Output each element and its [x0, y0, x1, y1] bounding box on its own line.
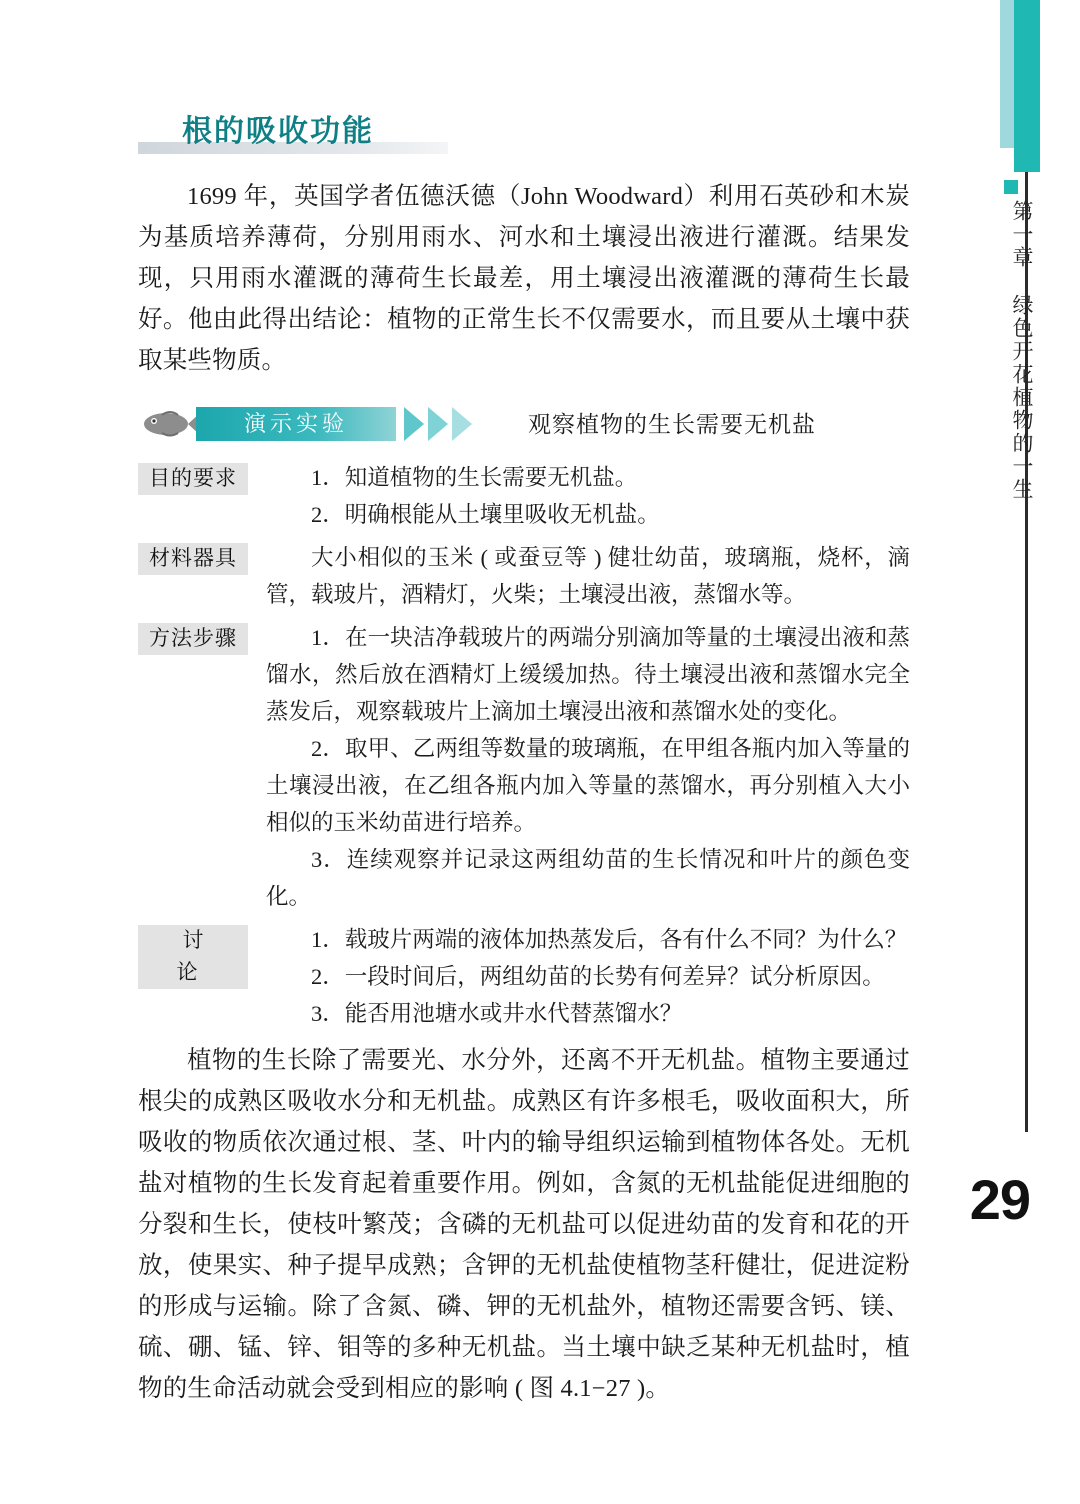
list-item: 3．连续观察并记录这两组幼苗的生长情况和叶片的颜色变化。 [266, 847, 910, 909]
section-heading [138, 112, 910, 168]
arrow-icons [404, 407, 472, 441]
margin-square-marker [1004, 180, 1018, 194]
section-body-steps [266, 619, 910, 915]
section-label-materials: 材料器具 [138, 543, 248, 575]
experiment-section [138, 539, 910, 613]
chapter-side-title: 第一章 绿色开花植物的一生 [1010, 200, 1033, 501]
list-item: 1．载玻片两端的液体加热蒸发后，各有什么不同？为什么？ [311, 927, 908, 952]
list-item: 3．能否用池塘水或井水代替蒸馏水？ [311, 1001, 683, 1026]
experiment-tag: 演示实验 [196, 407, 396, 441]
list-item: 2．明确根能从土壤里吸收无机盐。 [311, 502, 660, 527]
closing-paragraph: 植物的生长除了需要光、水分外，还离不开无机盐。植物主要通过根尖的成熟区吸收水分和无机盐。成熟区有许多根毛，吸收面积大，所吸收的物质依次通过根、茎、叶内的输导组织运输到植物体各处。无机盐对植物的生长发育起着重要作用。例如，含氮的无机盐能促进细胞的分裂和生长，使枝叶繁茂；含磷的无机盐可以促进幼苗的发育和花的开放，使果实、种子提早成熟；含钾的无机盐使植物茎秆健壮，促进淀粉的形成与运输。除了含氮、磷、钾的无机盐外，植物还需要含钙、镁、硫、硼、锰、锌、钼等的多种无机盐。当土壤中缺乏某种无机盐时，植物的生命活动就会受到相应的影响 ( 图 4.1−27 )。 [138, 1047, 910, 1402]
section-label-objective: 目的要求 [138, 463, 248, 495]
section-label-discussion: 讨 论 [138, 925, 248, 989]
section-label-steps: 方法步骤 [138, 623, 248, 655]
experiment-section [138, 619, 910, 915]
section-heading-text: 根的吸收功能 [182, 115, 374, 148]
list-item: 大小相似的玉米 ( 或蚕豆等 ) 健壮幼苗，玻璃瓶，烧杯，滴管，载玻片，酒精灯，火柴；土壤浸出液，蒸馏水等。 [266, 545, 910, 607]
experiment-banner [138, 401, 910, 453]
list-item: 2．一段时间后，两组幼苗的长势有何差异？试分析原因。 [311, 964, 885, 989]
list-item: 1．在一块洁净载玻片的两端分别滴加等量的土壤浸出液和蒸馏水，然后放在酒精灯上缓缓加热。待土壤浸出液和蒸馏水完全蒸发后，观察载玻片上滴加土壤浸出液和蒸馏水处的变化。 [266, 625, 910, 724]
margin-accent-bar-secondary [1000, 0, 1014, 148]
fish-icon [138, 407, 200, 441]
arrow-right-icon [452, 407, 472, 441]
section-body-materials [266, 539, 910, 613]
intro-paragraph: 1699 年，英国学者伍德沃德（John Woodward）利用石英砂和木炭为基质培养薄荷，分别用雨水、河水和土壤浸出液进行灌溉。结果发现，只用雨水灌溉的薄荷生长最差，用土壤浸出液灌溉的薄荷生长最好。他由此得出结论：植物的正常生长不仅需要水，而且要从土壤中获取某些物质。 [138, 183, 910, 374]
arrow-right-icon [428, 407, 448, 441]
arrow-right-icon [404, 407, 424, 441]
experiment-section [138, 921, 910, 1032]
margin-accent-bar [1014, 0, 1040, 172]
section-body-objective [266, 459, 910, 533]
experiment-section [138, 459, 910, 533]
page-number: 29 [969, 1168, 1030, 1231]
list-item: 1．知道植物的生长需要无机盐。 [311, 465, 638, 490]
experiment-title: 观察植物的生长需要无机盐 [528, 412, 816, 437]
list-item: 2．取甲、乙两组等数量的玻璃瓶，在甲组各瓶内加入等量的土壤浸出液，在乙组各瓶内加入等量的蒸馏水，再分别植入大小相似的玉米幼苗进行培养。 [266, 736, 910, 835]
section-body-discussion [266, 921, 910, 1032]
page-content [138, 0, 910, 1409]
